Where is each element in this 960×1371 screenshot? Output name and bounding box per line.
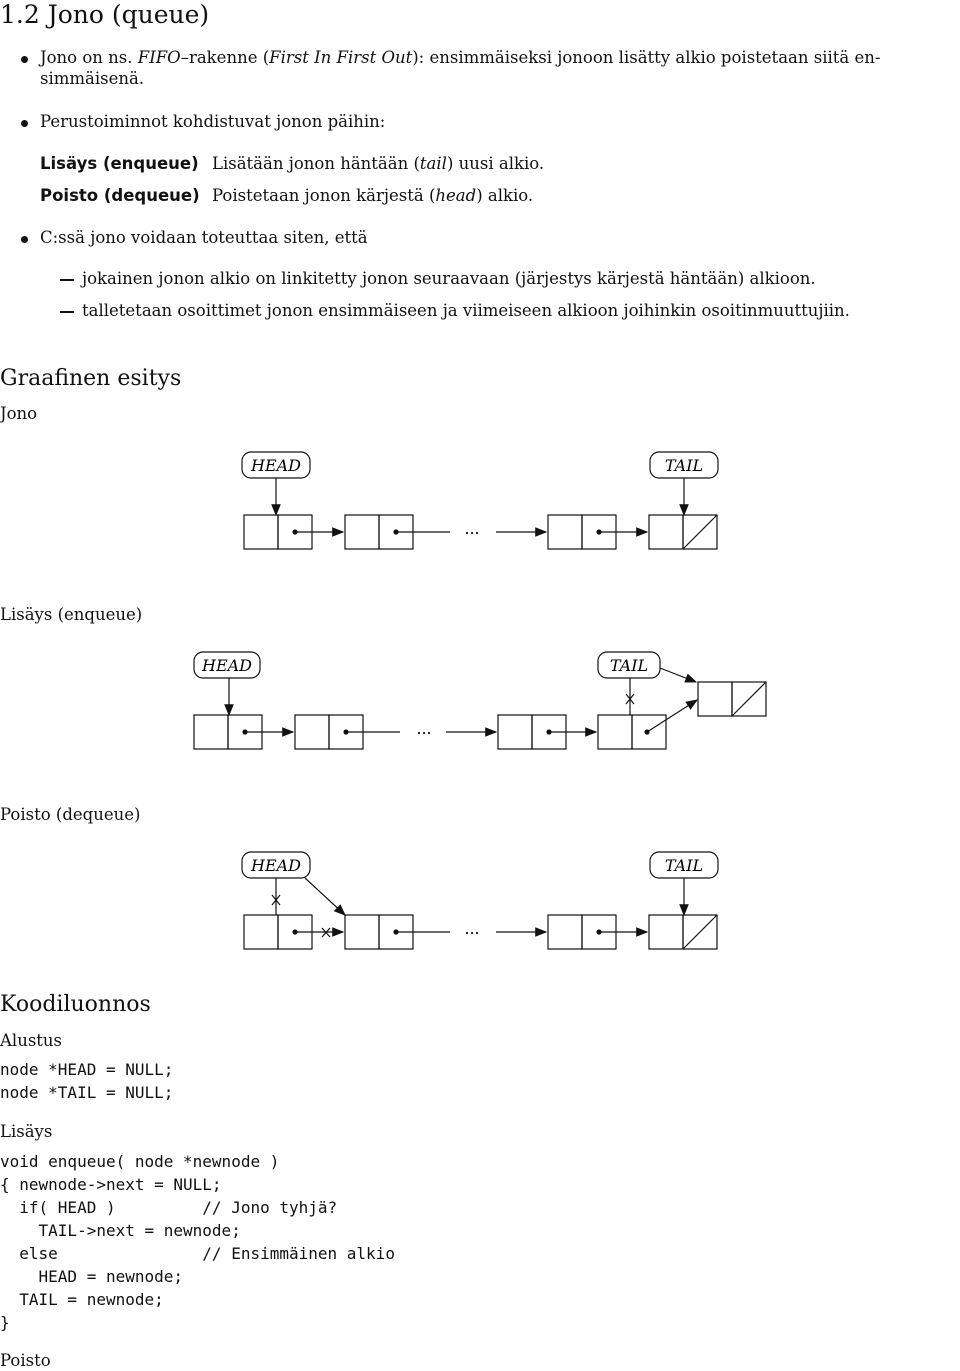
op-dequeue-b: ) alkio. xyxy=(476,186,534,205)
ellipsis: ... xyxy=(464,919,480,938)
code-enqueue-block xyxy=(0,1150,395,1334)
op-dequeue-label: Poisto (dequeue) xyxy=(40,186,200,205)
code-line: TAIL = newnode; xyxy=(0,1290,164,1309)
op-dequeue-it: head xyxy=(435,186,477,205)
enqueue-diagram xyxy=(0,640,960,770)
bullet1-line2: simmäisenä. xyxy=(40,69,145,88)
node-1 xyxy=(244,515,343,549)
node-2 xyxy=(345,915,450,949)
bullet-dot xyxy=(21,120,28,127)
code-line: node *TAIL = NULL; xyxy=(0,1083,174,1102)
diagram-label-queue: Jono xyxy=(0,404,38,423)
code-init-label: Alustus xyxy=(0,1031,63,1050)
ellipsis: ... xyxy=(416,719,432,738)
node-tail xyxy=(649,515,717,549)
node-old-tail xyxy=(598,700,697,749)
dash-marker xyxy=(60,311,74,313)
code-line: else // Ensimmäinen alkio xyxy=(0,1244,395,1263)
op-enqueue-it: tail xyxy=(419,154,447,173)
code-line: TAIL->next = newnode; xyxy=(0,1221,241,1240)
code-line: HEAD = newnode; xyxy=(0,1267,184,1286)
bullet1-text-b: –rakenne ( xyxy=(180,48,270,67)
dash-marker xyxy=(60,279,74,281)
new-tail-arrow xyxy=(660,668,696,682)
null-slash xyxy=(683,515,717,549)
code-enqueue-label: Lisäys xyxy=(0,1122,53,1141)
code-line: } xyxy=(0,1313,10,1332)
tail-label: TAIL xyxy=(609,656,649,675)
tail-label: TAIL xyxy=(664,456,704,475)
bullet1-text-c: ): ensimmäiseksi jonoon lisätty alkio poistetaan siitä en- xyxy=(412,48,881,67)
null-slash xyxy=(683,915,717,949)
new-head-arrow xyxy=(305,878,345,915)
bullet1-fifo-long: First In First Out xyxy=(269,48,413,67)
node-3 xyxy=(548,915,647,949)
diagram-label-dequeue: Poisto (dequeue) xyxy=(0,805,141,824)
node-removed xyxy=(244,915,343,949)
node-new xyxy=(698,682,766,716)
op-enqueue-label: Lisäys (enqueue) xyxy=(40,154,199,173)
head-label: HEAD xyxy=(201,656,253,675)
code-line: if( HEAD ) // Jono tyhjä? xyxy=(0,1198,338,1217)
op-dequeue xyxy=(40,185,200,207)
node-tail xyxy=(649,915,717,949)
bullet1-line1 xyxy=(40,47,880,69)
node-3 xyxy=(548,515,647,549)
code-dequeue-label: Poisto xyxy=(0,1351,51,1370)
bullet3-sub1: jokainen jonon alkio on linkitetty jonon seuraavaan (järjestys kärjestä häntään) alkioon. xyxy=(82,269,816,288)
code-init-block xyxy=(0,1058,173,1104)
code-line: void enqueue( node *newnode ) xyxy=(0,1152,280,1171)
bullet2-text: Perustoiminnot kohdistuvat jonon päihin: xyxy=(40,112,386,131)
code-line: node *HEAD = NULL; xyxy=(0,1060,174,1079)
bullet-dot xyxy=(21,56,28,63)
bullet-dot xyxy=(21,236,28,243)
bullet1-fifo: FIFO xyxy=(137,48,181,67)
node-1 xyxy=(194,715,293,749)
ellipsis: ... xyxy=(464,519,480,538)
head-label: HEAD xyxy=(250,456,302,475)
bullet1-text-a: Jono on ns. xyxy=(40,48,138,67)
node-3 xyxy=(498,715,596,749)
op-dequeue-desc xyxy=(212,185,533,207)
diagram-label-enqueue: Lisäys (enqueue) xyxy=(0,605,143,624)
graphic-heading: Graafinen esitys xyxy=(0,366,182,391)
code-line: { newnode->next = NULL; xyxy=(0,1175,222,1194)
section-title: 1.2 Jono (queue) xyxy=(0,0,210,29)
tail-label: TAIL xyxy=(664,856,704,875)
head-label: HEAD xyxy=(250,856,302,875)
node-2 xyxy=(345,515,450,549)
op-enqueue xyxy=(40,153,199,175)
op-enqueue-b: ) uusi alkio. xyxy=(446,154,545,173)
null-slash xyxy=(732,682,766,716)
op-dequeue-a: Poistetaan jonon kärjestä ( xyxy=(212,186,436,205)
bullet3-sub2: talletetaan osoittimet jonon ensimmäiseen ja viimeiseen alkioon joihinkin osoitinmuuttujiin. xyxy=(82,301,850,320)
op-enqueue-desc xyxy=(212,153,544,175)
node-2 xyxy=(295,715,400,749)
op-enqueue-a: Lisätään jonon häntään ( xyxy=(212,154,420,173)
queue-diagram xyxy=(0,440,960,570)
dequeue-diagram xyxy=(0,840,960,970)
bullet3-text: C:ssä jono voidaan toteuttaa siten, että xyxy=(40,228,368,247)
code-heading: Koodiluonnos xyxy=(0,992,151,1017)
